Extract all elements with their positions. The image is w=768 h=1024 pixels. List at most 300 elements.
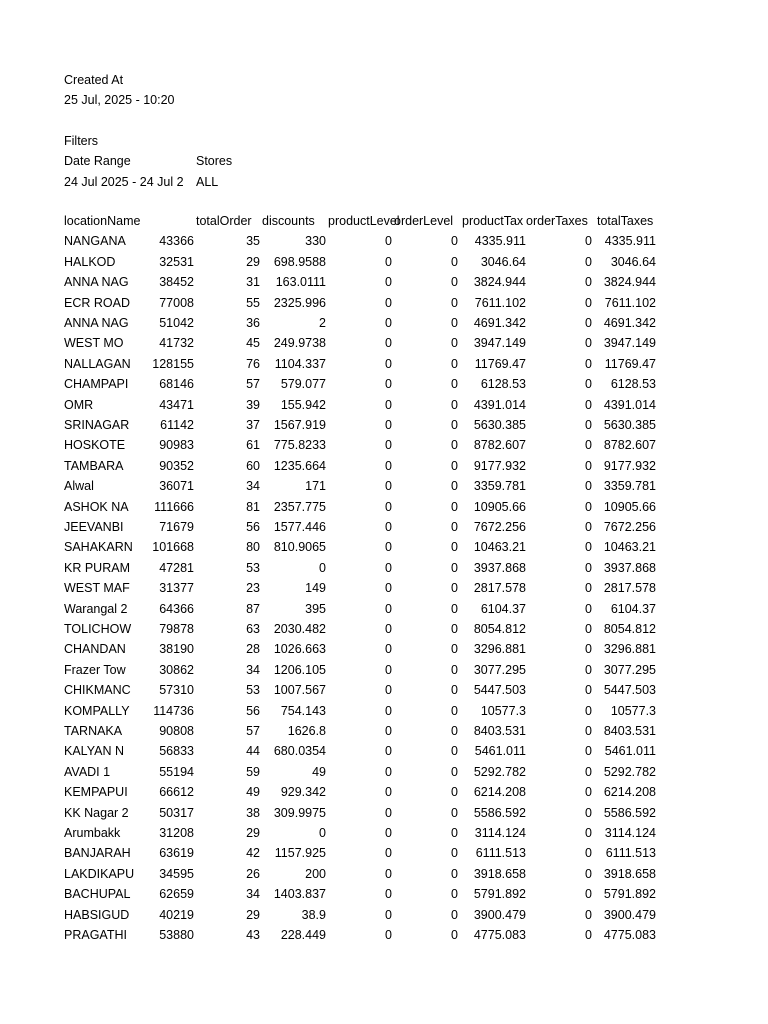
location-name-cell: AVADI 1 <box>64 764 111 779</box>
location-name-cell: LAKDIKAPU <box>64 866 135 881</box>
total-taxes-cell: 3296.881 <box>603 642 656 657</box>
discounts-cell: 680.0354 <box>273 744 326 759</box>
product-tax-cell: 3900.479 <box>473 907 526 922</box>
location-name-cell: TOLICHOW <box>64 622 132 636</box>
product-level-cell: 0 <box>385 316 392 330</box>
product-level-cell: 0 <box>385 479 392 494</box>
product-level-cell: 0 <box>385 581 392 596</box>
order-level-cell: 0 <box>451 724 458 738</box>
total-taxes-cell: 5461.011 <box>604 744 656 759</box>
location-name-cell: KR PURAM <box>64 560 130 575</box>
total-order-cell: 55 <box>246 295 260 310</box>
total-order-cell: 61 <box>246 438 260 453</box>
table-row <box>0 619 768 639</box>
table-row <box>0 313 768 333</box>
product-tax-cell: 4391.014 <box>473 397 526 412</box>
total-taxes-cell: 4391.014 <box>603 397 656 412</box>
order-level-cell: 0 <box>451 683 458 698</box>
total-amount-cell: 62659 <box>159 887 194 902</box>
total-amount-cell: 55194 <box>159 764 194 779</box>
total-order-cell: 57 <box>246 724 260 738</box>
product-tax-cell: 11769.47 <box>474 356 526 371</box>
order-taxes-cell: 0 <box>585 683 592 698</box>
order-taxes-cell: 0 <box>585 907 592 922</box>
product-tax-cell: 3937.868 <box>473 560 526 575</box>
product-tax-cell: 8054.812 <box>473 622 526 636</box>
total-taxes-cell: 6128.53 <box>610 377 656 392</box>
discounts-cell: 330 <box>305 234 326 249</box>
order-taxes-cell: 0 <box>585 805 592 820</box>
order-level-cell: 0 <box>451 581 458 596</box>
total-amount-cell: 90808 <box>159 724 194 738</box>
discounts-cell: 228.449 <box>280 928 326 942</box>
total-order-cell: 26 <box>246 866 260 881</box>
product-level-cell: 0 <box>385 397 392 412</box>
total-order-cell: 34 <box>246 662 260 677</box>
order-level-cell: 0 <box>451 397 458 412</box>
table-row <box>0 415 768 435</box>
discounts-cell: 698.9588 <box>273 254 326 269</box>
discounts-cell: 38.9 <box>301 907 326 922</box>
table-row <box>0 864 768 884</box>
total-amount-cell: 90352 <box>159 458 194 473</box>
table-row <box>0 578 768 598</box>
table-row <box>0 599 768 619</box>
order-taxes-cell: 0 <box>585 846 592 861</box>
column-header: productTax <box>462 214 524 228</box>
data-table <box>0 211 768 946</box>
total-taxes-cell: 7672.256 <box>603 520 656 534</box>
product-level-cell: 0 <box>385 418 392 432</box>
total-amount-cell: 41732 <box>159 336 194 351</box>
column-header: locationName <box>64 214 141 228</box>
total-amount-cell: 47281 <box>159 560 194 575</box>
total-amount-cell: 40219 <box>159 907 194 922</box>
total-amount-cell: 53880 <box>159 928 194 942</box>
total-order-cell: 38 <box>246 805 260 820</box>
location-name-cell: HALKOD <box>64 254 116 269</box>
total-order-cell: 29 <box>246 254 260 269</box>
total-taxes-cell: 6111.513 <box>605 846 656 861</box>
total-order-cell: 56 <box>246 520 260 534</box>
total-taxes-cell: 8403.531 <box>603 724 656 738</box>
product-tax-cell: 2817.578 <box>473 581 526 596</box>
total-order-cell: 34 <box>246 479 260 494</box>
column-header: productLevel <box>328 214 400 228</box>
location-name-cell: SRINAGAR <box>64 418 130 432</box>
total-amount-cell: 114736 <box>153 703 194 718</box>
table-row <box>0 905 768 925</box>
location-name-cell: ASHOK NA <box>64 499 129 514</box>
order-level-cell: 0 <box>451 234 458 249</box>
product-tax-cell: 9177.932 <box>473 458 526 473</box>
total-taxes-cell: 3077.295 <box>603 662 656 677</box>
order-taxes-cell: 0 <box>585 826 592 840</box>
table-row <box>0 456 768 476</box>
column-header: orderTaxes <box>526 214 588 228</box>
product-level-cell: 0 <box>385 601 392 616</box>
location-name-cell: NALLAGAN <box>64 356 131 371</box>
total-taxes-cell: 5586.592 <box>603 805 656 820</box>
order-level-cell: 0 <box>451 887 458 902</box>
order-taxes-cell: 0 <box>585 316 592 330</box>
location-name-cell: BANJARAH <box>64 846 131 861</box>
product-level-cell: 0 <box>385 438 392 453</box>
table-header-row <box>0 211 768 231</box>
order-taxes-cell: 0 <box>585 234 592 249</box>
table-row <box>0 395 768 415</box>
total-taxes-cell: 7611.102 <box>604 295 656 310</box>
order-taxes-cell: 0 <box>585 581 592 596</box>
discounts-cell: 1567.919 <box>273 418 326 432</box>
table-row <box>0 252 768 272</box>
total-amount-cell: 101668 <box>152 540 194 555</box>
location-name-cell: JEEVANBI <box>64 520 124 534</box>
product-tax-cell: 10577.3 <box>480 703 526 718</box>
product-tax-cell: 3359.781 <box>473 479 526 494</box>
product-level-cell: 0 <box>385 662 392 677</box>
order-level-cell: 0 <box>451 275 458 290</box>
location-name-cell: SAHAKARN <box>64 540 133 555</box>
table-row <box>0 354 768 374</box>
product-level-cell: 0 <box>385 846 392 861</box>
discounts-cell: 1626.8 <box>287 724 326 738</box>
total-order-cell: 63 <box>246 622 260 636</box>
table-row <box>0 925 768 945</box>
total-taxes-cell: 3114.124 <box>604 826 656 840</box>
product-tax-cell: 7611.102 <box>474 295 526 310</box>
order-level-cell: 0 <box>451 642 458 657</box>
location-name-cell: Alwal <box>64 479 94 494</box>
discounts-cell: 1157.925 <box>274 846 326 861</box>
order-level-cell: 0 <box>451 295 458 310</box>
product-tax-cell: 5791.892 <box>473 887 526 902</box>
total-amount-cell: 61142 <box>160 418 194 432</box>
table-row <box>0 537 768 557</box>
total-taxes-cell: 3918.658 <box>603 866 656 881</box>
table-row <box>0 843 768 863</box>
product-level-cell: 0 <box>385 928 392 942</box>
total-order-cell: 53 <box>246 560 260 575</box>
date-range-label: Date Range <box>64 154 131 168</box>
product-level-cell: 0 <box>385 234 392 249</box>
order-level-cell: 0 <box>451 458 458 473</box>
total-taxes-cell: 5292.782 <box>603 764 656 779</box>
product-level-cell: 0 <box>385 499 392 514</box>
table-row <box>0 884 768 904</box>
product-tax-cell: 6214.208 <box>473 785 526 800</box>
order-level-cell: 0 <box>451 764 458 779</box>
column-header: totalOrder <box>196 214 252 228</box>
total-taxes-cell: 3900.479 <box>603 907 656 922</box>
discounts-cell: 49 <box>312 764 326 779</box>
product-tax-cell: 5586.592 <box>473 805 526 820</box>
discounts-cell: 171 <box>305 479 326 494</box>
created-at-value: 25 Jul, 2025 - 10:20 <box>64 93 175 107</box>
total-order-cell: 29 <box>246 907 260 922</box>
location-name-cell: Arumbakk <box>64 826 121 840</box>
product-tax-cell: 3114.124 <box>474 826 526 840</box>
product-level-cell: 0 <box>385 275 392 290</box>
product-level-cell: 0 <box>385 377 392 392</box>
total-amount-cell: 50317 <box>159 805 194 820</box>
order-taxes-cell: 0 <box>585 642 592 657</box>
discounts-cell: 1026.663 <box>273 642 326 657</box>
order-level-cell: 0 <box>451 499 458 514</box>
product-level-cell: 0 <box>385 560 392 575</box>
table-row <box>0 782 768 802</box>
order-level-cell: 0 <box>451 336 458 351</box>
total-order-cell: 42 <box>246 846 260 861</box>
product-tax-cell: 3824.944 <box>473 275 526 290</box>
total-amount-cell: 43366 <box>159 234 194 249</box>
total-taxes-cell: 4691.342 <box>603 316 656 330</box>
location-name-cell: KEMPAPUI <box>64 785 128 800</box>
discounts-cell: 2357.775 <box>273 499 326 514</box>
table-row <box>0 762 768 782</box>
total-order-cell: 60 <box>246 458 260 473</box>
discounts-cell: 775.8233 <box>273 438 326 453</box>
total-order-cell: 57 <box>246 377 260 392</box>
total-order-cell: 36 <box>246 316 260 330</box>
location-name-cell: OMR <box>64 397 94 412</box>
order-taxes-cell: 0 <box>585 458 592 473</box>
order-taxes-cell: 0 <box>585 662 592 677</box>
date-range-value: 24 Jul 2025 - 24 Jul 2 <box>64 175 184 189</box>
product-level-cell: 0 <box>385 703 392 718</box>
filters-label: Filters <box>64 134 99 148</box>
order-taxes-cell: 0 <box>585 438 592 453</box>
total-order-cell: 35 <box>246 234 260 249</box>
total-taxes-cell: 3824.944 <box>603 275 656 290</box>
product-tax-cell: 5292.782 <box>473 764 526 779</box>
location-name-cell: ANNA NAG <box>64 316 129 330</box>
product-tax-cell: 3077.295 <box>473 662 526 677</box>
product-level-cell: 0 <box>385 622 392 636</box>
total-order-cell: 29 <box>246 826 260 840</box>
order-taxes-cell: 0 <box>585 479 592 494</box>
order-taxes-cell: 0 <box>585 377 592 392</box>
total-order-cell: 31 <box>246 275 260 290</box>
discounts-cell: 163.0111 <box>275 275 326 290</box>
order-taxes-cell: 0 <box>585 336 592 351</box>
created-at-label: Created At <box>64 73 124 87</box>
total-amount-cell: 90983 <box>159 438 194 453</box>
total-taxes-cell: 4335.911 <box>604 234 656 249</box>
order-taxes-cell: 0 <box>585 744 592 759</box>
total-amount-cell: 31377 <box>159 581 194 596</box>
table-row <box>0 293 768 313</box>
table-row <box>0 333 768 353</box>
discounts-cell: 1007.567 <box>273 683 326 698</box>
product-tax-cell: 8782.607 <box>473 438 526 453</box>
total-amount-cell: 56833 <box>159 744 194 759</box>
product-tax-cell: 5447.503 <box>473 683 526 698</box>
total-amount-cell: 66612 <box>159 785 194 800</box>
order-taxes-cell: 0 <box>585 418 592 432</box>
order-level-cell: 0 <box>451 846 458 861</box>
total-amount-cell: 34595 <box>159 866 194 881</box>
table-row <box>0 374 768 394</box>
discounts-cell: 1206.105 <box>273 662 326 677</box>
product-tax-cell: 5461.011 <box>474 744 526 759</box>
order-level-cell: 0 <box>451 928 458 942</box>
table-row <box>0 803 768 823</box>
product-level-cell: 0 <box>385 744 392 759</box>
discounts-cell: 1577.446 <box>273 520 326 534</box>
total-amount-cell: 36071 <box>159 479 194 494</box>
total-order-cell: 43 <box>246 928 260 942</box>
total-order-cell: 34 <box>246 887 260 902</box>
order-level-cell: 0 <box>451 907 458 922</box>
location-name-cell: BACHUPAL <box>64 887 131 902</box>
total-order-cell: 39 <box>246 397 260 412</box>
table-row <box>0 517 768 537</box>
product-tax-cell: 10463.21 <box>473 540 526 555</box>
product-tax-cell: 3918.658 <box>473 866 526 881</box>
location-name-cell: CHAMPAPI <box>64 377 129 392</box>
total-order-cell: 37 <box>246 418 260 432</box>
order-level-cell: 0 <box>451 601 458 616</box>
product-level-cell: 0 <box>385 887 392 902</box>
discounts-cell: 2 <box>319 316 326 330</box>
product-tax-cell: 3046.64 <box>480 254 526 269</box>
location-name-cell: NANGANA <box>64 234 126 249</box>
location-name-cell: TARNAKA <box>64 724 123 738</box>
total-amount-cell: 31208 <box>159 826 194 840</box>
order-taxes-cell: 0 <box>585 703 592 718</box>
order-level-cell: 0 <box>451 805 458 820</box>
product-tax-cell: 10905.66 <box>473 499 526 514</box>
total-taxes-cell: 3046.64 <box>610 254 656 269</box>
product-tax-cell: 4691.342 <box>473 316 526 330</box>
order-taxes-cell: 0 <box>585 540 592 555</box>
discounts-cell: 249.9738 <box>273 336 326 351</box>
location-name-cell: PRAGATHI <box>64 928 127 942</box>
total-order-cell: 87 <box>246 601 260 616</box>
product-tax-cell: 8403.531 <box>473 724 526 738</box>
order-level-cell: 0 <box>451 438 458 453</box>
order-level-cell: 0 <box>451 866 458 881</box>
total-taxes-cell: 8054.812 <box>603 622 656 636</box>
product-level-cell: 0 <box>385 356 392 371</box>
total-order-cell: 59 <box>246 764 260 779</box>
product-tax-cell: 5630.385 <box>473 418 526 432</box>
total-order-cell: 76 <box>246 356 260 371</box>
total-order-cell: 49 <box>246 785 260 800</box>
order-taxes-cell: 0 <box>585 356 592 371</box>
location-name-cell: CHANDAN <box>64 642 126 657</box>
discounts-cell: 149 <box>305 581 326 596</box>
location-name-cell: ECR ROAD <box>64 295 130 310</box>
product-level-cell: 0 <box>385 520 392 534</box>
stores-value: ALL <box>196 175 219 189</box>
discounts-cell: 810.9065 <box>273 540 326 555</box>
order-taxes-cell: 0 <box>585 866 592 881</box>
product-level-cell: 0 <box>385 805 392 820</box>
discounts-cell: 1235.664 <box>273 458 326 473</box>
total-amount-cell: 128155 <box>152 356 194 371</box>
location-name-cell: WEST MAF <box>64 581 130 596</box>
table-row <box>0 721 768 741</box>
table-row <box>0 660 768 680</box>
product-level-cell: 0 <box>385 724 392 738</box>
order-level-cell: 0 <box>451 377 458 392</box>
product-tax-cell: 4335.911 <box>474 234 526 249</box>
table-row <box>0 476 768 496</box>
total-order-cell: 28 <box>246 642 260 657</box>
product-tax-cell: 7672.256 <box>473 520 526 534</box>
product-tax-cell: 3296.881 <box>473 642 526 657</box>
total-amount-cell: 79878 <box>159 622 194 636</box>
location-name-cell: Warangal 2 <box>64 601 128 616</box>
order-level-cell: 0 <box>451 316 458 330</box>
total-order-cell: 23 <box>246 581 260 596</box>
total-amount-cell: 38190 <box>159 642 194 657</box>
product-level-cell: 0 <box>385 254 392 269</box>
order-taxes-cell: 0 <box>585 560 592 575</box>
order-level-cell: 0 <box>451 785 458 800</box>
table-row <box>0 680 768 700</box>
location-name-cell: ANNA NAG <box>64 275 129 290</box>
total-amount-cell: 77008 <box>159 295 194 310</box>
table-row <box>0 435 768 455</box>
discounts-cell: 2325.996 <box>273 295 326 310</box>
product-level-cell: 0 <box>385 295 392 310</box>
discounts-cell: 1403.837 <box>273 887 326 902</box>
order-level-cell: 0 <box>451 703 458 718</box>
total-order-cell: 45 <box>246 336 260 351</box>
discounts-cell: 395 <box>305 601 326 616</box>
product-level-cell: 0 <box>385 540 392 555</box>
product-level-cell: 0 <box>385 785 392 800</box>
total-taxes-cell: 10577.3 <box>610 703 656 718</box>
order-taxes-cell: 0 <box>585 724 592 738</box>
total-amount-cell: 32531 <box>159 254 194 269</box>
total-taxes-cell: 8782.607 <box>603 438 656 453</box>
product-tax-cell: 4775.083 <box>473 928 526 942</box>
discounts-cell: 0 <box>319 826 326 840</box>
table-row <box>0 701 768 721</box>
order-taxes-cell: 0 <box>585 764 592 779</box>
total-amount-cell: 43471 <box>159 397 194 412</box>
discounts-cell: 2030.482 <box>273 622 326 636</box>
discounts-cell: 579.077 <box>280 377 326 392</box>
product-level-cell: 0 <box>385 642 392 657</box>
order-level-cell: 0 <box>451 356 458 371</box>
location-name-cell: Frazer Tow <box>64 662 126 677</box>
discounts-cell: 1104.337 <box>274 356 326 371</box>
order-level-cell: 0 <box>451 254 458 269</box>
total-taxes-cell: 2817.578 <box>603 581 656 596</box>
total-order-cell: 80 <box>246 540 260 555</box>
total-amount-cell: 111666 <box>154 499 194 514</box>
order-level-cell: 0 <box>451 744 458 759</box>
product-level-cell: 0 <box>385 826 392 840</box>
table-row <box>0 272 768 292</box>
total-taxes-cell: 4775.083 <box>603 928 656 942</box>
location-name-cell: HABSIGUD <box>64 907 130 922</box>
total-amount-cell: 68146 <box>159 377 194 392</box>
order-level-cell: 0 <box>451 622 458 636</box>
total-amount-cell: 64366 <box>159 601 194 616</box>
product-level-cell: 0 <box>385 336 392 351</box>
column-header: discounts <box>262 214 315 228</box>
total-amount-cell: 30862 <box>159 662 194 677</box>
table-row <box>0 823 768 843</box>
order-level-cell: 0 <box>451 479 458 494</box>
total-taxes-cell: 10463.21 <box>603 540 656 555</box>
